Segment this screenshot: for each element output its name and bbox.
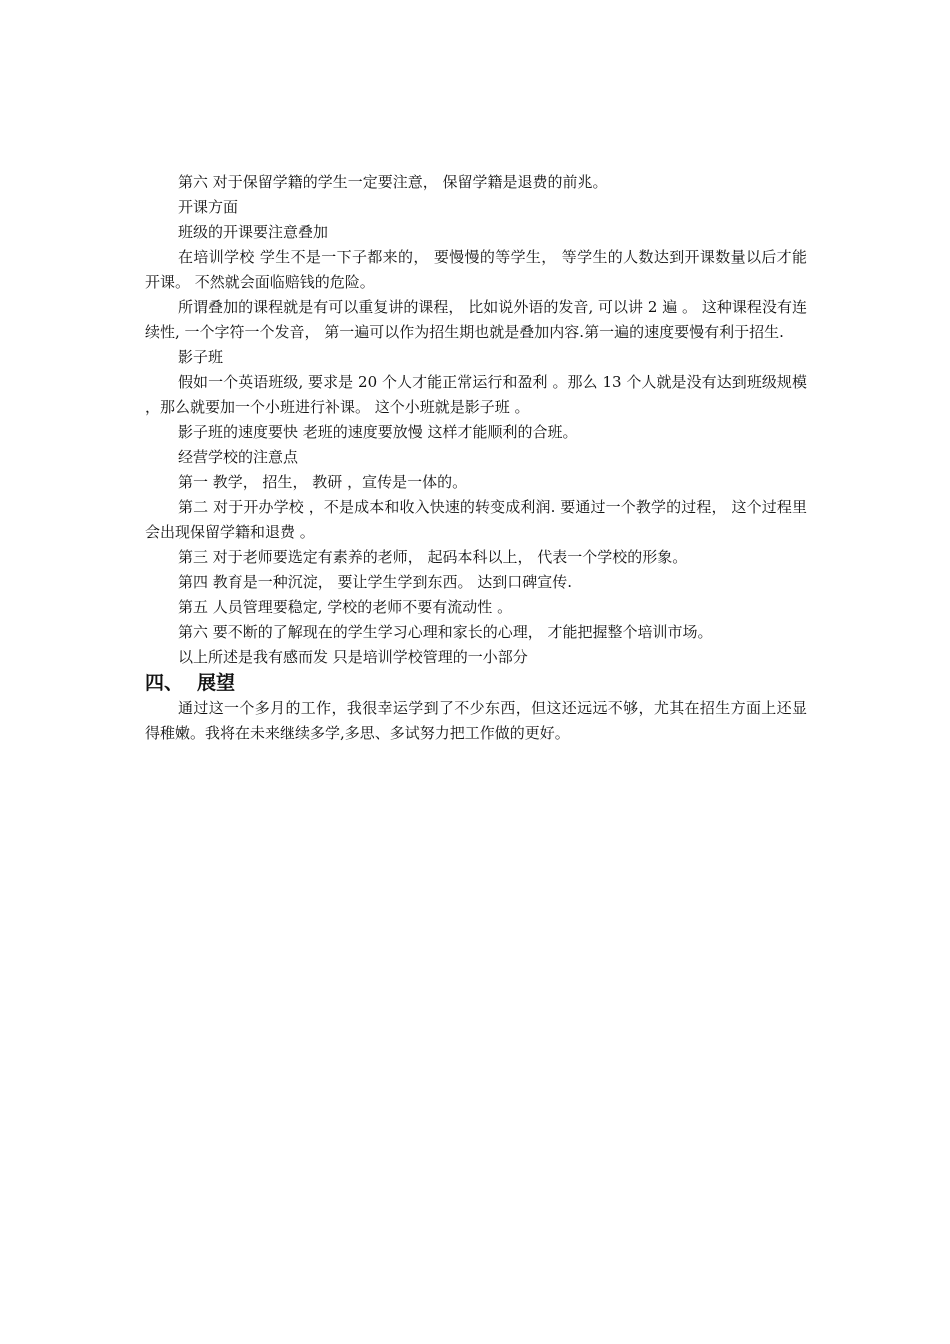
paragraph-point-two: 第二 对于开办学校 ，不是成本和收入快速的转变成利润. 要通过一个教学的过程， 这个过程里会出现保留学籍和退费 。	[145, 498, 807, 541]
subheading-overlap: 班级的开课要注意叠加	[178, 223, 329, 241]
paragraph-point-three: 第三 对于老师要选定有素养的老师， 起码本科以上， 代表一个学校的形象。	[178, 548, 688, 566]
section-number: 四、	[145, 672, 184, 694]
subheading-shadow-class: 影子班	[178, 348, 224, 366]
paragraph-point-one: 第一 教学， 招生， 教研 ，宣传是一体的。	[178, 473, 468, 491]
paragraph-retention-warning: 第六 对于保留学籍的学生一定要注意， 保留学籍是退费的前兆。	[178, 173, 608, 191]
paragraph-shadow-class-example: 假如一个英语班级, 要求是 20 个人才能正常运行和盈利 。那么 13 个人就是没有达到班级规模 ，那么就要加一个小班进行补课。 这个小班就是影子班 。	[145, 373, 807, 416]
paragraph-shadow-class-speed: 影子班的速度要快 老班的速度要放慢 这样才能顺利的合班。	[178, 423, 578, 441]
paragraph-point-four: 第四 教育是一种沉淀， 要让学生学到东西。 达到口碑宣传.	[178, 573, 573, 591]
paragraph-wait-for-students: 在培训学校 学生不是一下子都来的， 要慢慢的等学生， 等学生的人数达到开课数量以后才能开课。 不然就会面临赔钱的危险。	[145, 248, 807, 291]
paragraph-overlap-courses: 所谓叠加的课程就是有可以重复讲的课程， 比如说外语的发音, 可以讲 2 遍 。 这种课程没有连续性, 一个字符一个发音， 第一遍可以作为招生期也就是叠加内容.第一遍的速度要慢有利于招生.	[145, 298, 807, 341]
subheading-school-management: 经营学校的注意点	[178, 448, 299, 466]
paragraph-outlook: 通过这一个多月的工作，我很幸运学到了不少东西，但这还远远不够，尤其在招生方面上还显得稚嫩。我将在未来继续多学,多思、多试努力把工作做的更好。	[145, 699, 807, 742]
paragraph-summary: 以上所述是我有感而发 只是培训学校管理的一小部分	[178, 648, 528, 666]
paragraph-point-six: 第六 要不断的了解现在的学生学习心理和家长的心理， 才能把握整个培训市场。	[178, 623, 713, 641]
section-heading-outlook	[145, 670, 807, 696]
paragraph-point-five: 第五 人员管理要稳定, 学校的老师不要有流动性 。	[178, 598, 513, 616]
section-title: 展望	[197, 672, 236, 694]
document-body	[145, 170, 807, 746]
subheading-class-opening: 开课方面	[178, 198, 239, 216]
